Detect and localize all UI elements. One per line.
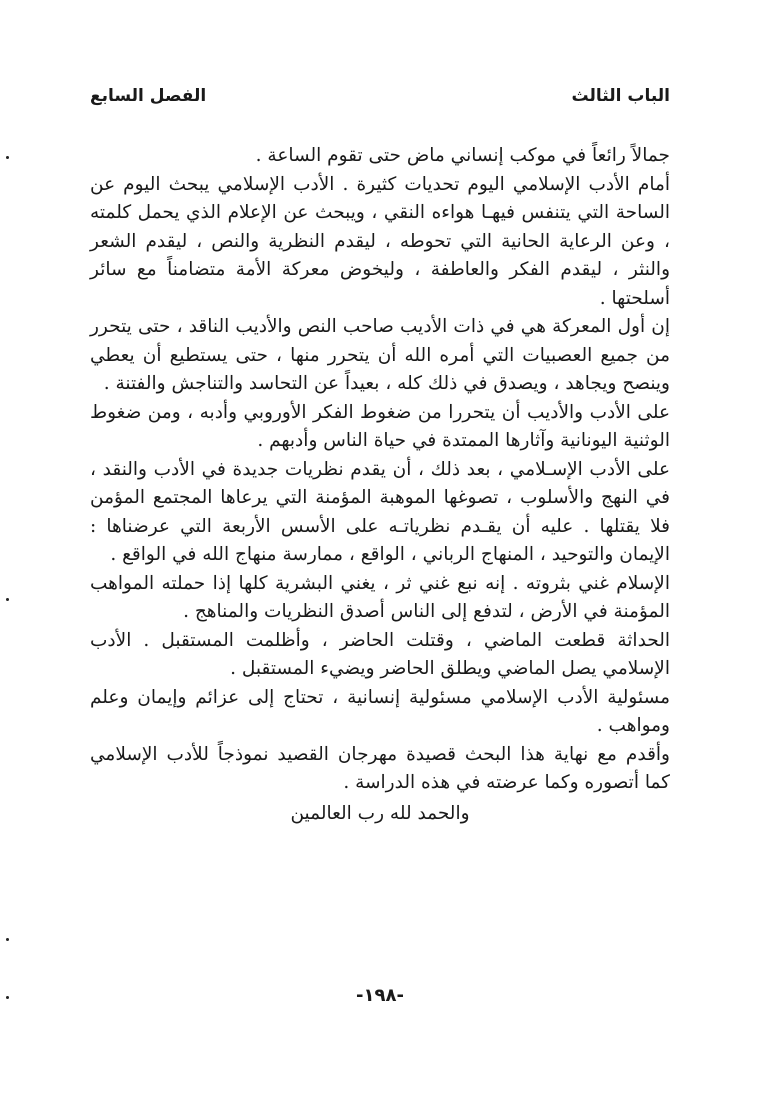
paragraph: الحداثة قطعت الماضي ، وقتلت الحاضر ، وأظلمت المستقبل . الأدب الإسلامي يصل الماضي ويطلق الحاضر ويضيء المستقبل . — [90, 629, 670, 679]
paragraph: على الأدب والأديب أن يتحررا من ضغوط الفكر الأوروبي وأدبه ، ومن ضغوط الوثنية اليونانية وآثارها الممتدة في حياة الناس وأدبهم . — [90, 401, 670, 451]
paragraph: جمالاً رائعاً في موكب إنساني ماض حتى تقوم الساعة . — [255, 145, 670, 166]
paragraph: مسئولية الأدب الإسلامي مسئولية إنسانية ، تحتاج إلى عزائم وإيمان وعلم ومواهب . — [90, 686, 670, 736]
scan-speck — [6, 938, 9, 941]
page-number: -١٩٨- — [356, 985, 404, 1006]
paragraph: الإسلام غني بثروته . إنه نبع غني ثر ، يغني البشرية كلها إذا حملته المواهب المؤمنة في الأرض ، لتدفع إلى الناس أصدق النظريات والمناهج . — [90, 572, 670, 622]
scan-speck — [6, 996, 9, 999]
header-chapter-title: الفصل السابع — [90, 86, 207, 106]
scan-speck — [6, 598, 9, 601]
paragraph: إن أول المعركة هي في ذات الأديب صاحب النص والأديب الناقد ، حتى يتحرر من جميع العصبيات التي أمره الله أن يتحرر منها ، حتى يستطيع أن يعطي وينصح ويجاهد ، ويصدق في ذلك كله ، بعيداً عن التحاسد والتناجش والفتنة . — [90, 316, 670, 394]
body-text — [90, 142, 670, 828]
paragraph: أمام الأدب الإسلامي اليوم تحديات كثيرة . الأدب الإسلامي يبحث اليوم عن الساحة التي يتنفس فيهـا هواءه النقي ، ويبحث عن الإعلام الذي يحمل كلمته ، وعن الرعاية الحانية التي تحوطه ، ليقدم النظرية والنص ، ليقدم الشعر والنثر ، ليقدم الفكر والعاطفة ، وليخوض معركة الأمة متضامناً مع سائر أسلحتها . — [90, 173, 670, 309]
paragraph: وأقدم مع نهاية هذا البحث قصيدة مهرجان القصيد نموذجاً للأدب الإسلامي كما أتصوره وكما عرضته في هذه الدراسة . — [90, 743, 670, 793]
closing-line: والحمد لله رب العالمين — [290, 802, 470, 824]
running-header — [90, 86, 670, 112]
header-part-title: الباب الثالث — [571, 86, 670, 106]
paragraph: على الأدب الإسـلامي ، بعد ذلك ، أن يقدم نظريات جديدة في الأدب والنقد ، في النهج والأسلوب ، تصوغها الموهبة المؤمنة التي يرعاها المجتمع المؤمن فلا يقتلها . عليه أن يقـدم نظرياتـه على الأسس الأربعة التي عرضناها : الإيمان والتوحيد ، المنهاج الرباني ، الواقع ، ممارسة منهاج الله في الواقع . — [90, 458, 670, 565]
scan-speck — [6, 156, 9, 159]
